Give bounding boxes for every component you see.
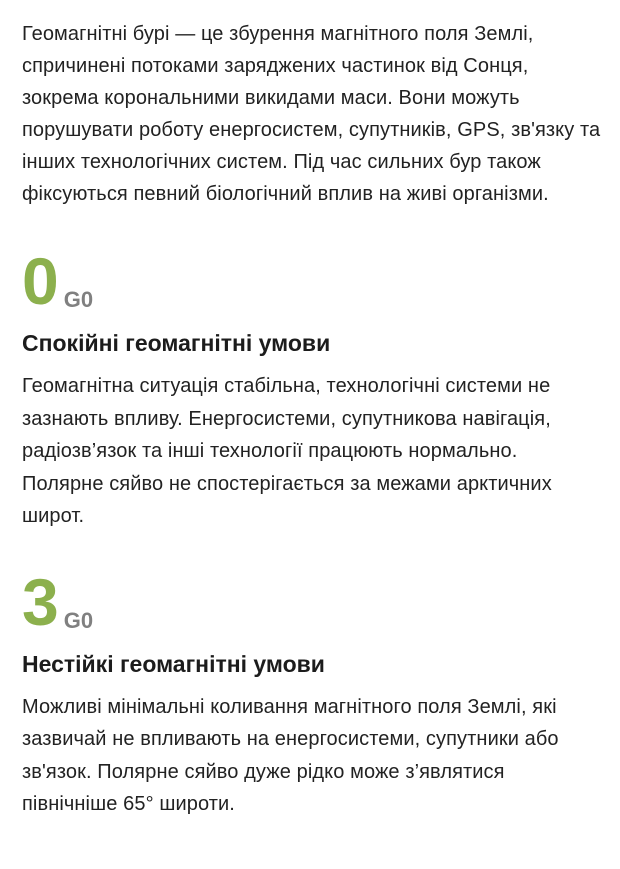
level-title: Спокійні геомагнітні умови [22,330,331,356]
level-header [22,244,602,318]
level-description: Геомагнітна ситуація стабільна, технологічні системи не зазнають впливу. Енергосистеми, супутникова навігація, радіозв’язок та інші технології працюють нормально. Полярне сяйво не спостерігається за межами арктичних широт. [22,375,552,527]
level-card-g0-calm [22,244,602,533]
level-description: Можливі мінімальні коливання магнітного поля Землі, які зазвичай не впливають на енергосистеми, супутники або зв'язок. Полярне сяйво дуже рідко може з’являтися північніше 65° широти. [22,695,559,815]
level-header [22,564,602,639]
level-number: 0 [22,244,58,318]
level-card-unstable [22,564,602,821]
level-number: 3 [22,564,58,639]
level-title: Нестійкі геомагнітні умови [22,650,325,677]
level-unit: G0 [63,607,94,633]
level-unit: G0 [63,287,94,312]
intro-paragraph: Геомагнітні бурі — це збурення магнітного поля Землі, спричинені потоками заряджених частинок від Сонця, зокрема корональними викидами маси. Вони можуть порушувати роботу енергосистем, супутників, GPS, зв'язку та інших технологічних систем. Під час сильних бур також фіксуються певний біологічний вплив на живі організми. [22,23,601,205]
